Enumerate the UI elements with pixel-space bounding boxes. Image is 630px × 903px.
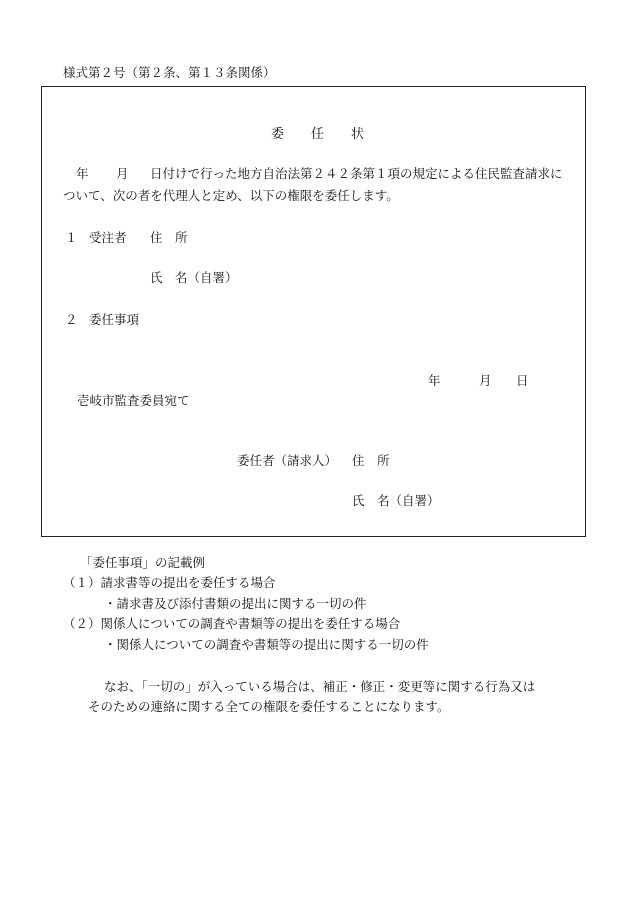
form-title-char-1: 委 xyxy=(271,127,285,142)
form-number: 様式第２号（第２条、第１３条関係） xyxy=(63,65,276,80)
sign-date-day: 日 xyxy=(516,373,529,388)
intro-line-2: ついて、次の者を代理人と定め、以下の権限を委任します。 xyxy=(63,188,399,203)
example-2-detail: ・関係人についての調査や書類等の提出に関する一切の件 xyxy=(104,637,429,652)
form-title-char-2: 任 xyxy=(311,127,325,142)
delegator-address: 住 所 xyxy=(352,453,390,468)
form-title-char-3: 状 xyxy=(351,127,365,142)
delegator-label: 委任者（請求人） xyxy=(237,453,338,468)
sign-date-month: 月 xyxy=(479,373,492,388)
examples-heading: 「委任事項」の記載例 xyxy=(80,555,206,570)
item2-label: 委任事項 xyxy=(89,312,140,327)
note-line-1: なお、「一切の」が入っている場合は、補正・修正・変更等に関する行為又は xyxy=(104,679,536,694)
delegator-name: 氏 名（自署） xyxy=(352,493,440,508)
example-1-detail: ・請求書及び添付書類の提出に関する一切の件 xyxy=(104,596,367,611)
addressee: 壱岐市監査委員宛て xyxy=(77,393,190,408)
item2-number: ２ xyxy=(65,312,78,327)
example-1-label: （１）請求書等の提出を委任する場合 xyxy=(63,575,276,590)
sign-date-year: 年 xyxy=(428,373,441,388)
item1-number: １ xyxy=(65,230,78,245)
intro-line-1: 日付けで行った地方自治法第２４２条第１項の規定による住民監査請求に xyxy=(150,166,563,181)
intro-month: 月 xyxy=(116,166,129,181)
item1-address: 住 所 xyxy=(150,230,188,245)
note-line-2: そのための連絡に関する全ての権限を委任することになります。 xyxy=(88,699,450,714)
example-2-label: （２）関係人についての調査や書類等の提出を委任する場合 xyxy=(63,616,401,631)
intro-year: 年 xyxy=(76,166,89,181)
item1-label: 受注者 xyxy=(89,230,127,245)
item1-name: 氏 名（自署） xyxy=(150,270,238,285)
